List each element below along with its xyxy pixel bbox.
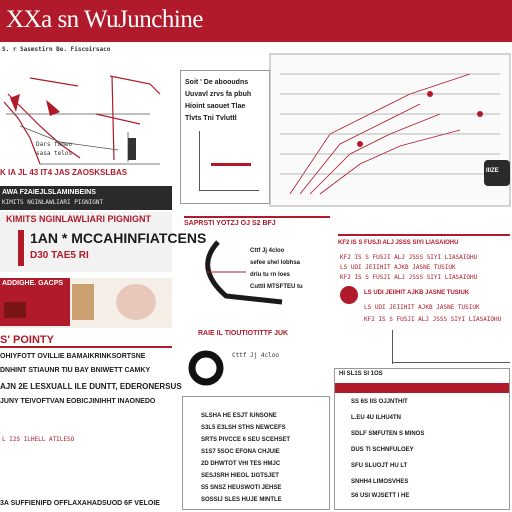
band-dark-block (0, 186, 172, 210)
table-header-band (335, 383, 509, 393)
table-row-2: SDLF SMFUTEN S MINOS (351, 431, 425, 437)
right-noise-5: KF2 IS S FUSJI ALJ JSSS SIYI LIASAIOHU (364, 316, 502, 323)
mid-list-6: S5 SNSZ HEUSWOTI JEHSE (201, 485, 282, 491)
mid-red-heading: SAPRSTI YOTZJ OJ S2 BFJ (184, 220, 276, 227)
right-noise-3: KF2 IS S FUSJI ALJ JSSS SIYI LIASAIOHU (340, 274, 478, 281)
point-rule (0, 346, 172, 348)
photo-strip (0, 278, 172, 328)
middle-intro-frame (180, 70, 270, 204)
map-badge-label: IIIZE (486, 168, 499, 174)
photo-thumb-1 (4, 302, 26, 318)
table-row-1: L.EU 4U ILHU4TN (351, 415, 402, 421)
table-header: HI SL1S SI 1OS (339, 371, 383, 377)
table-row-4: SFU SLUOJT HU LT (351, 463, 408, 469)
headline-big: 1AN * MCCAHINFIATCENS (30, 230, 207, 246)
mid-red-rule (184, 216, 330, 218)
mid-line-1: sefee shel lobhsa (250, 260, 301, 266)
right-heading-2: LS UDI JEIIHIT AJKB JASNE TUSIUK (364, 290, 470, 296)
intro-line-2: Hioint saouet Tlae (185, 103, 246, 110)
mid-list-3: S1S7 5SOC EFONA CHJUIE (201, 449, 280, 455)
left-top-caption: S. r Sasmstirn Be. Fiscoirsaco (2, 46, 111, 53)
intro-line-3: Tlvts Tni Tvluttl (185, 115, 237, 122)
point-line-1: DNHINT STIAUNR TIU BAY BNIWETT CAMKY (0, 367, 151, 374)
donut-caption: Cttf Jj 4cloo (232, 352, 279, 359)
right-heading-1: KF2 IS S FUSJI ALJ JSSS SIYI LIASAIOHU (338, 240, 459, 246)
mid-line-3: Cuttll MTSFTEU tu (250, 284, 303, 290)
mid-line-2: drlu tu rn loes (250, 272, 291, 278)
point-line-0: OHIYFOTT OVILLIE BAMAIKRINKSORTSNE (0, 353, 146, 360)
intro-marker (211, 163, 251, 166)
headline-small: KIMITS NGINLAWLIARI PIGNIGNT (6, 214, 151, 224)
diagram-label: Dars fomeo sasa telos (36, 141, 73, 157)
point-title: S' POINTY (0, 334, 54, 346)
mid-list-frame (182, 396, 330, 510)
mid-list-5: SESJSRH HIEOL 1IGTSJET (201, 473, 279, 479)
right-table (334, 368, 510, 510)
mid-list-0: SLSHA HE ESJT IUNSONE (201, 413, 277, 419)
table-row-0: SS 6S IIS OJJNTHIT (351, 399, 408, 405)
mid-list-4: 2D DHWTOT VHI TES HMJC (201, 461, 281, 467)
footer-big: 3A SUFFIENIFD OFFLAXAHADSUOD 6F VELOIE (0, 500, 160, 507)
intro-axes (199, 131, 259, 191)
table-row-3: DUS TI SCHNFULOEY (351, 447, 414, 453)
mid-list-7: SOSSIJ SLES HUJE MINTLE (201, 497, 282, 503)
photo-thumb-2 (72, 284, 94, 320)
mid-heading: RAIE IL TIOUTIOTITTF JUK (198, 330, 289, 337)
mid-list-1: S3L5 E3LSH STHS NEWCEFS (201, 425, 286, 431)
donut-graphic (188, 350, 224, 386)
table-row-6: S6 USI WJSETT I HE (351, 493, 410, 499)
photo-red-panel (0, 278, 70, 326)
right-noise-2: LS UDI JEIIHIT AJKB JASNE TUSIUK (340, 264, 456, 271)
point-line-2: AJN 2E LESXUALL ILE DUNTT, EDERONERSUS (0, 382, 182, 391)
photo-thumb-3 (116, 284, 156, 320)
right-noise-1: KF2 IS S FUSJI ALJ JSSS SIYI LIASAIOHU (340, 254, 478, 261)
right-noise-4: LS UDI JEIIHIT AJKB JASNE TUSIUK (364, 304, 480, 311)
map-diagram (270, 54, 510, 206)
photo-label: ADDIGHE. GACPS (2, 280, 64, 287)
point-line-3: JUNY TEIVOFTVAN EOBICJINIHHT INAONEDO (0, 398, 156, 405)
mid-line-0: Cttf Jj 4cloo (250, 248, 285, 254)
table-row-5: SNHH4 LIMOSVHES (351, 479, 409, 485)
band-subtitle: AWA F2AIEJLSLAMINBEINS (2, 189, 96, 196)
footer-small: L I2S ILHELL ATILESO (2, 436, 75, 443)
band-noise: KIMITS NGINLAWLIARI PIGNIGNT (2, 199, 104, 206)
headline-sub: D30 TAE5 RI (30, 250, 89, 261)
page-header (0, 0, 512, 42)
intro-line-1: Uuvavl zrvs fa pbuh (185, 91, 252, 98)
map-badge (484, 160, 510, 186)
mid-list-2: SRTS PIVCCE 6 SEU SCEHSET (201, 437, 291, 443)
page-title: XXa sn WuJunchine (6, 6, 203, 33)
headline-accent (18, 230, 24, 266)
right-horizontal-rule (392, 362, 510, 363)
intro-line-0: Soit ' De abooudns (185, 79, 249, 86)
headline-block (0, 212, 207, 272)
band-title: K IA JL 43 IT4 JAS ZAOSKSLBAS (0, 168, 128, 177)
right-red-rule (338, 234, 510, 236)
right-vertical-rule (392, 330, 393, 364)
right-red-dot (340, 286, 358, 304)
